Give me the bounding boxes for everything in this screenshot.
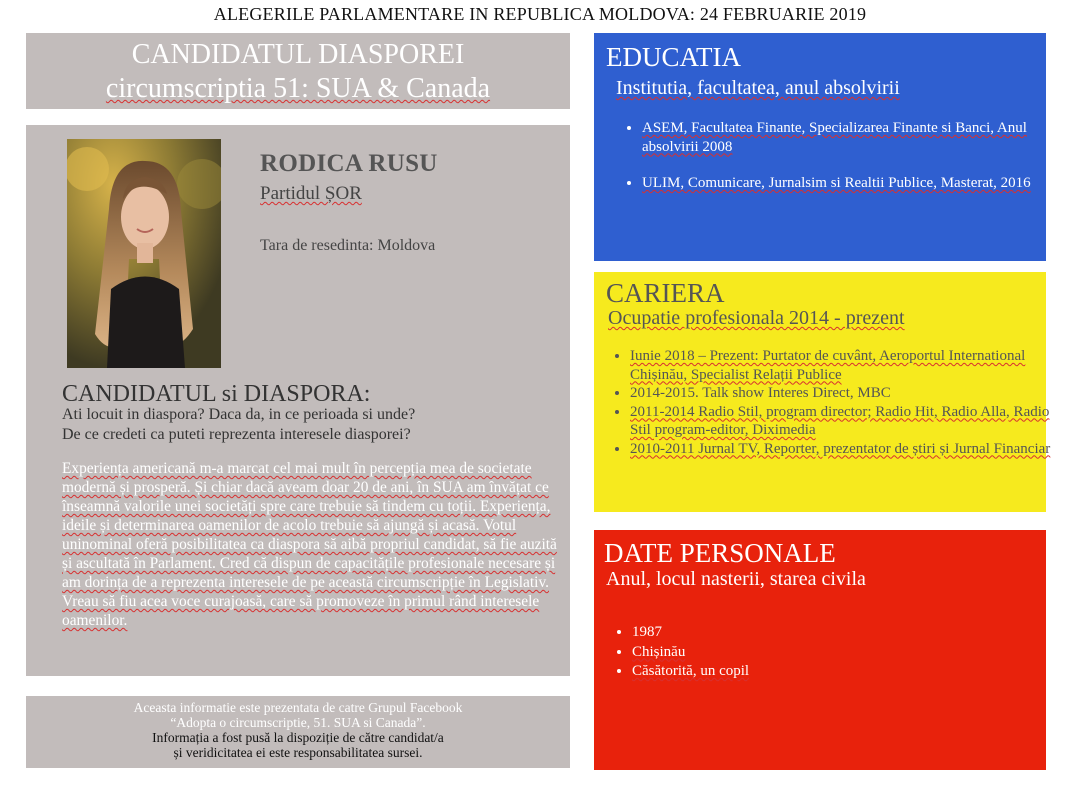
- header-title: CANDIDATUL DIASPOREI: [131, 39, 465, 70]
- career-item: • 2010-2011 Jurnal TV, Reporter, prezentator de știri și Jurnal Financiar: [630, 440, 1055, 459]
- career-panel: [594, 272, 1051, 512]
- education-item: • ASEM, Facultatea Finante, Specializarea Finante si Banci, Anul absolvirii 2008: [642, 119, 1047, 156]
- page-title: ALEGERILE PARLAMENTARE IN REPUBLICA MOLDOVA: 24 FEBRUARIE 2019: [213, 4, 867, 24]
- candidate-party: Partidul ȘOR: [260, 183, 362, 204]
- personal-data-item: • Chișinău: [632, 643, 1037, 663]
- career-subtitle: Ocupatie profesionala 2014 - prezent: [608, 307, 905, 329]
- personal-data-panel: [594, 530, 1046, 770]
- source-note-line-4: și veridicitatea ei este responsabilitatea sursei.: [173, 745, 423, 760]
- personal-data-item: • 1987: [632, 623, 1037, 643]
- diaspora-question-2: De ce credeti ca puteti reprezenta interesele diasporei?: [62, 426, 411, 443]
- personal-data-item: • Căsătorită, un copil: [632, 662, 1037, 682]
- source-note-line-1: Aceasta informatie este prezentata de catre Grupul Facebook: [133, 700, 463, 715]
- education-title: EDUCATIA: [606, 42, 741, 72]
- header-banner: [26, 33, 570, 109]
- career-item: • 2011-2014 Radio Stil, program director; Radio Hit, Radio Alla, Radio Stil program-editor, Diximedia: [630, 403, 1055, 440]
- career-item: • 2014-2015. Talk show Interes Direct, MBC: [630, 384, 1055, 403]
- header-subtitle: circumscriptia 51: SUA & Canada: [105, 73, 491, 104]
- candidate-name: RODICA RUSU: [260, 150, 438, 177]
- career-title: CARIERA: [606, 278, 725, 308]
- personal-data-list: [610, 623, 1037, 682]
- source-note-line-3: Informația a fost pusă la dispoziție de către candidat/a: [152, 730, 444, 745]
- candidate-photo: [67, 139, 221, 368]
- personal-data-title: DATE PERSONALE: [604, 538, 836, 568]
- personal-data-subtitle: Anul, locul nasterii, starea civila: [606, 568, 866, 590]
- education-item: • ULIM, Comunicare, Jurnalsim si Realtii Publice, Masterat, 2016: [642, 174, 1047, 193]
- education-panel: [594, 33, 1046, 261]
- education-subtitle: Institutia, facultatea, anul absolvirii: [616, 77, 900, 99]
- diaspora-answer: Experiența americană m-a marcat cel mai mult în percepția mea de societate modernă și prosperă. Și chiar dacă aveam doar 20 de ani, în SUA am învățat ce înseamnă valorile unei societăți spre care trebuie să tindem cu toții. Experiența, ideile și determinarea oamenilor de acolo trebuie să ajungă și acasă. Votul uninominal oferă posibilitatea ca diaspora să aibă propriul candidat, să fie auzită și ascultată în Parlament. Cred că dispun de capacitățile profesionale necesare și am dorința de a reprezenta interesele de pe această circumscripție în Legislativ. Vreau să fiu acea voce curajoasă, care să promoveze în primul rând interesele oamenilor.: [62, 460, 557, 629]
- diaspora-question-1: Ati locuit in diaspora? Daca da, in ce perioada si unde?: [62, 406, 416, 423]
- candidate-profile-card: [26, 125, 570, 676]
- candidate-residence: Tara de resedinta: Moldova: [260, 237, 436, 254]
- career-list: [608, 347, 1055, 458]
- source-note: [26, 696, 570, 768]
- source-note-line-2: “Adopta o circumscriptie, 51. SUA si Canada”.: [170, 715, 426, 730]
- education-list: [620, 119, 1047, 211]
- career-item: • Iunie 2018 – Prezent: Purtator de cuvânt, Aeroportul International Chișinău, Specialist Relații Publice: [630, 347, 1055, 384]
- diaspora-section-heading: CANDIDATUL si DIASPORA:: [62, 381, 371, 407]
